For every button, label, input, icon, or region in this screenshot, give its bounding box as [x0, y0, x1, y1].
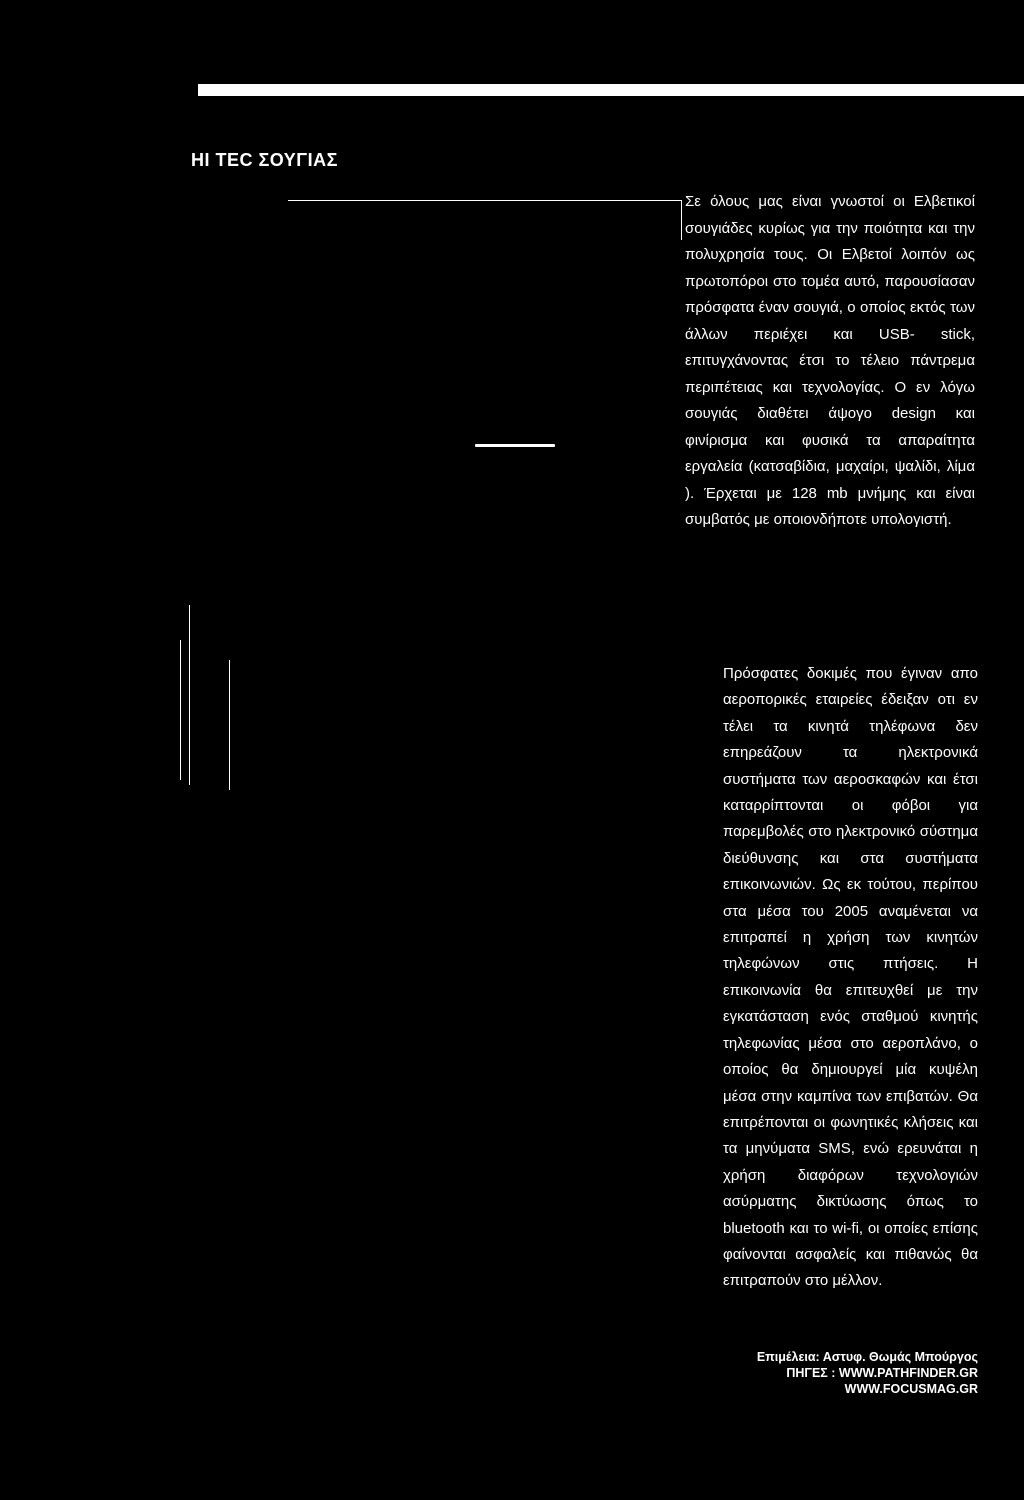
decorative-line-horizontal: [288, 200, 682, 201]
decorative-dash: [475, 444, 555, 447]
credits-block: [757, 1349, 978, 1397]
article-mobile-phones-text: Πρόσφατες δοκιμές που έγιναν απο αεροπορικές εταιρείες έδειξαν οτι εν τέλει τα κινητά τηλέφωνα δεν επηρεάζουν τα ηλεκτρονικά συστήματα των αεροσκαφών και έτσι καταρρίπτονται οι φόβοι για παρεμβολές στο ηλεκτρονικό σύστημα διεύθυνσης και στα συστήματα επικοινωνιών. Ως εκ τούτου, περίπου στα μέσα του 2005 αναμένεται να επιτραπεί η χρήση των κινητών τηλεφώνων στις πτήσεις. Η επικοινωνία θα επιτευχθεί με την εγκατάσταση ενός σταθμού κινητής τηλεφωνίας μέσα στο αεροπλάνο, ο οποίος θα δημιουργεί μία κυψέλη μέσα στην καμπίνα των επιβατών. Θα επιτρέπονται οι φωνητικές κλήσεις και τα μηνύματα SMS, ενώ ερευνάται η χρήση διαφόρων τεχνολογιών ασύρματης δικτύωσης όπως το bluetooth και το wi-fi, οι οποίες επίσης φαίνονται ασφαλείς και πιθανώς θα επιτραπούν στο μέλλον.: [723, 665, 978, 1290]
credits-sources: ΠΗΓΕΣ : WWW.PATHFINDER.GR: [786, 1366, 978, 1380]
section-title: ΗΙ ΤΕC ΣΟΥΓΙΑΣ: [191, 150, 338, 170]
top-rule: [198, 84, 1024, 96]
decorative-line-vertical-left-3: [229, 660, 230, 790]
decorative-line-vertical-left-1: [180, 640, 181, 780]
credits-sources-url: WWW.FOCUSMAG.GR: [844, 1382, 978, 1396]
article-swiss-knife-text: Σε όλους μας είναι γνωστοί οι Ελβετικοί σουγιάδες κυρίως για την ποιότητα και την πολυχρησία τους. Οι Ελβετοί λοιπόν ως πρωτοπόροι στο τομέα αυτό, παρουσίασαν πρόσφατα έναν σουγιά, ο οποίος εκτός των άλλων περιέχει και USB- stick, επιτυγχάνοντας έτσι το τέλειο πάντρεμα περιπέτειας και τεχνολογίας. Ο εν λόγω σουγιάς διαθέτει άψογο design και φινίρισμα και φυσικά τα απαραίτητα εργαλεία (κατσαβίδια, μαχαίρι, ψαλίδι, λίμα ). Έρχεται με 128 mb μνήμης και είναι συμβατός με οποιονδήποτε υπολογιστή.: [685, 193, 975, 528]
decorative-line-vertical: [681, 200, 682, 240]
decorative-line-vertical-left-2: [189, 605, 190, 785]
credits-editor: Επιμέλεια: Αστυφ. Θωμάς Μπούργος: [756, 1350, 978, 1364]
